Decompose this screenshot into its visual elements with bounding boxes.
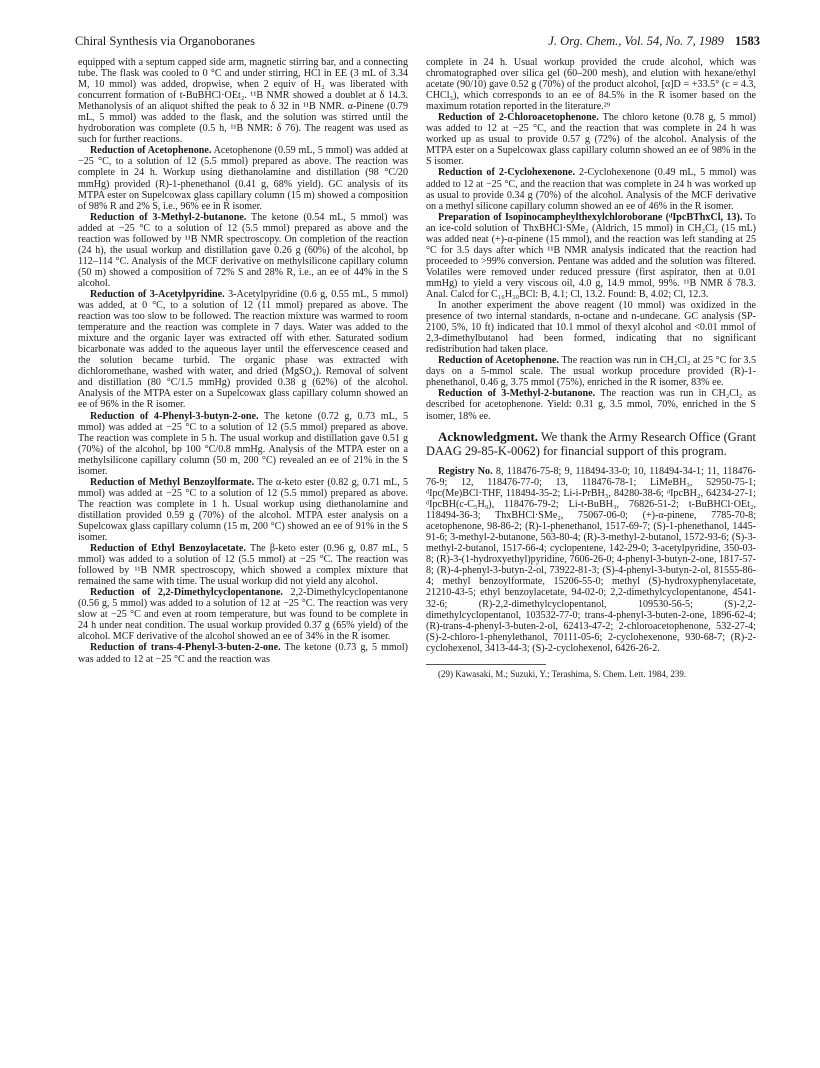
registry-numbers (426, 466, 756, 654)
left-column (78, 57, 408, 665)
section-heading: Reduction of 3-Methyl-2-butanone. (438, 388, 596, 400)
journal-citation: J. Org. Chem., Vol. 54, No. 7, 1989 (548, 34, 724, 48)
paragraph-body: The α-keto ester (0.82 g, 0.71 mL, 5 mmol) was added at −25 °C to a solution of 12 (5.5 mmol) prepared as above. The reaction was complete in 1 h. Usual workup using diethanolamine and distillation provided 0.59 g (70%) of the alcohol. MTPA ester analysis on a Supelcowax glass capillary column (15 m, 200 °C) showed an ee of 91% in the S isomer. (78, 476, 408, 544)
paragraph-body: The ketone (0.73 g, 5 mmol) was added to 12 at −25 °C and the reaction was (78, 642, 408, 665)
paragraph (78, 145, 408, 211)
footnote-divider (426, 664, 546, 665)
paragraph (78, 212, 408, 289)
paragraph (78, 411, 408, 477)
paragraph (78, 543, 408, 587)
registry-body: 8, 118476-75-8; 9, 118494-33-0; 10, 118494-34-1; 11, 118476-76-9; 12, 118476-77-0; 13, 118476-78-1; LiMeBH₃, 52950-75-1; ᵈIpc(Me)BCl·THF, 118494-35-2; Li-i-PrBH₃, 84280-38-6; ᵈIpcBH₂, 64234-27-1; ᵈIpcBH(c-C₅H₉), 118476-79-2; Li-t-BuBH₃, 76826-51-2; t-BuBHCl·OEt₂, 118494-36-3; ThxBHCl·SMe₂, 75067-06-0; (+)-α-pinene, 7785-70-8; acetophenone, 98-86-2; (R)-1-phenethanol, 1517-69-7; (S)-1-phenethanol, 1445-91-6; 3-methyl-2-butanone, 563-80-4; (R)-3-methyl-2-butanol, 1572-93-6; (S)-3-methyl-2-butanol, 1517-66-4; cyclopentene, 142-29-0; 3-acetylpyridine, 350-03-8; (R)-3-(1-hydroxyethyl)pyridine, 7606-26-0; 4-phenyl-3-butyn-2-one, 1817-57-8; (R)-4-phenyl-3-butyn-2-ol, 73922-81-3; (S)-4-phenyl-3-butyn-2-ol, 81555-86-4; methyl benzoylformate, 15206-55-0; methyl (S)-hydroxyphenylacetate, 21210-43-5; ethyl benzoylacetate, 94-02-0; 2,2-dimethylcyclopentanone, 4541-32-6; (R)-2,2-dimethylcyclopentanol, 109530-56-5; (S)-2,2-dimethylcyclopentanol, 103532-77-0; trans-4-phenyl-3-buten-2-one, 1896-62-4; (R)-trans-4-phenyl-3-buten-2-ol, 62413-47-2; 2-chloroacetophenone, 532-27-4; (S)-2-chloro-1-phenylethanol, 70111-05-6; 2-cyclohexenone, 930-68-7; (R)-2-cyclohexenol, 3413-44-3; (S)-2-cyclohexenol, 6426-26-2. (426, 465, 756, 654)
section-heading: Reduction of 2,2-Dimethylcyclopentanone. (90, 587, 283, 599)
reference-29: (29) Kawasaki, M.; Suzuki, Y.; Terashima, S. Chem. Lett. 1984, 239. (438, 668, 687, 679)
paragraph-body: The reaction was run in CH₂Cl₂ as described for acetophenone. Yield: 0.31 g, 3.5 mmol, 70%, enriched in the S isomer, 18% ee. (426, 388, 756, 422)
right-column (426, 57, 756, 680)
paragraph (426, 355, 756, 388)
paragraph-body: The reaction was run in CH₂Cl₂ at 25 °C for 3.5 days on a 5-mmol scale. The usual workup procedure provided (R)-1-phenethanol, 0.46 g, 3.75 mmol (75%), enriched in the R isomer, 83% ee. (426, 355, 756, 389)
section-heading: Reduction of trans-4-Phenyl-3-buten-2-one. (90, 642, 281, 654)
paragraph-body: The ketone (0.72 g, 0.73 mL, 5 mmol) was added at −25 °C to a solution of 12 (5.5 mmol) prepared as above. The reaction was complete in 5 h. The usual workup and distillation gave 0.51 g (70%) of the alcohol, bp 100 °C/0.8 mmHg. Analysis of the MTPA ester on a methylsilicone capillary column (50 m, 200 °C) revealed an ee of 21% in the S isomer. (78, 410, 409, 477)
section-heading: Reduction of 3-Acetylpyridine. (90, 288, 225, 300)
page-number: 1583 (735, 34, 760, 48)
paragraph: complete in 24 h. Usual workup provided the crude alcohol, which was chromatographed over silica gel (60–200 mesh), and elution with hexane/ethyl acetate (90/10) gave 0.52 g (70%) of the product alcohol, [α]D = +33.5° (c = 4.3, CHCl₃), which corresponds to an ee of 84.5% in the R isomer based on the maximum rotation reported in the literature.²⁹ (426, 57, 756, 113)
paragraph (78, 477, 408, 543)
section-heading: Reduction of 4-Phenyl-3-butyn-2-one. (90, 410, 259, 422)
paragraph-body: The chloro ketone (0.78 g, 5 mmol) was added to 12 at −25 °C, and the reaction that was complete in 24 h was worked up as usual to provide 0.57 g (72%) of the alcohol. Analysis of the MTPA ester on a Supelcowax glass capillary column showed an ee of 98% in the S isomer. (426, 112, 756, 168)
paragraph (426, 112, 756, 167)
running-head-journal (548, 34, 760, 49)
paragraph-body: The ketone (0.54 mL, 5 mmol) was added at −25 °C to a solution of 12 (5.5 mmol) prepared as above and the reaction was followed by ¹¹B NMR spectroscopy. On completion of the reaction (24 h), the usual workup and distillation gave 0.26 g (60%) of the alcohol, bp 112–114 °C. Analysis of the MCF derivative on methylsilicone capillary column (50 m) showed a composition of 72% S and 28% R, i.e., an ee of 44% in the S alcohol. (78, 211, 408, 289)
paragraph (426, 388, 756, 421)
section-heading: Reduction of Acetophenone. (438, 355, 560, 367)
paragraph: equipped with a septum capped side arm, magnetic stirring bar, and a connecting tube. The flask was cooled to 0 °C and under stirring, HCl in EE (3 mL of 3.34 M, 10 mmol) was added, dropwise, when 2 equiv of H₂ was liberated with concurrent formation of t-BuBHCl·OEt₂. ¹¹B NMR showed a doublet at δ 14.3. Methanolysis of an aliquot shifted the peak to δ 32 in ¹¹B NMR. α-Pinene (0.79 mL, 5 mmol) was added to the flask, and the solution was stirred until the hydroboration was complete (0.5 h, ¹¹B NMR: δ 76). The reagent was used as such for further reactions. (78, 57, 408, 146)
paragraph-body: 2-Cyclohexenone (0.49 mL, 5 mmol) was added to 12 at −25 °C, and the reaction that was complete in 24 h was worked up as usual to provide 0.34 g (70%) of the alcohol. Analysis of the MCF derivative on a methyl silicone capillary column showed an ee of 46% in the R isomer. (426, 167, 757, 212)
registry-heading: Registry No. (438, 465, 493, 477)
paragraph (78, 587, 408, 642)
section-heading: Reduction of 2-Chloroacetophenone. (438, 112, 599, 124)
paragraph (78, 289, 408, 411)
section-heading: Reduction of 3-Methyl-2-butanone. (90, 211, 247, 223)
paragraph (426, 167, 756, 211)
section-heading: Preparation of Isopinocampheylthexylchloroborane (ᵈIpcBThxCl, 13). (438, 211, 743, 223)
acknowledgment (426, 430, 756, 458)
paragraph-body: To an ice-cold solution of ThxBHCl·SMe₂ (Aldrich, 15 mmol) in CH₂Cl₂ (15 mL) was added neat (+)-α-pinene (15 mmol), and the reaction was left standing at 25 °C for 3.5 days after which ¹¹B NMR analysis indicated that the reaction had proceeded to >99% conversion. Pentane was added and the solution was filtered. Volatiles were removed under reduced pressure (first aspirator, then at 0.01 mmHg) to yield a very viscous oil, 4.0 g, 14.9 mmol, 99%. ¹¹B NMR δ 78.3. Anal. Calcd for C₁₆H₃₀BCl: B, 4.1; Cl, 13.2. Found: B, 4.02; Cl, 12.3. (426, 211, 756, 300)
acknowledgment-body: We thank the Army Research Office (Grant DAAG 29-85-K-0062) for financial support of this program. (426, 429, 756, 458)
paragraph: In another experiment the above reagent (10 mmol) was oxidized in the presence of two internal standards, n-octane and n-undecane. GC analysis (SP-2100, 5%, 10 ft) indicated that 10.1 mmol of thexyl alcohol and <0.01 mmol of 2,3-dimethylbutanol had been formed, indicating that no significant redistribution had taken place. (426, 300, 756, 356)
paragraph-body: The β-keto ester (0.96 g, 0.87 mL, 5 mmol) was added to a solution of 12 (5.5 mmol) at −25 °C. The reaction was followed by ¹¹B NMR spectroscopy, which showed a complex mixture that remained the same with time. The usual workup did not yield any alcohol. (78, 543, 408, 588)
paragraph-body: Acetophenone (0.59 mL, 5 mmol) was added at −25 °C, to a solution of 12 (5.5 mmol) prepared as above. The reaction was complete in 24 h. Workup using diethanolamine and distillation (98 °C/20 mmHg) provided (R)-1-phenethanol (0.41 g, 68% yield). GC analysis of its MTPA ester on Supelcowax glass capillary column (15 m) showed a composition of 98% R and 2% S, i.e., 96% ee in R isomer. (78, 145, 408, 212)
paragraph (78, 642, 408, 664)
paragraph (426, 212, 756, 300)
section-heading: Reduction of Ethyl Benzoylacetate. (90, 543, 246, 555)
paragraph-body: 2,2-Dimethylcyclopentanone (0.56 g, 5 mmol) was added to a solution of 12 at −25 °C. The reaction was very slow at −25 °C and even at room temperature, but was found to be complete in 24 h under neat condition. The usual workup provided 0.37 g (65% yield) of the alcohol. MCF derivative of the alcohol showed an ee of 34% in the R isomer. (78, 587, 408, 643)
section-heading: Reduction of Methyl Benzoylformate. (90, 476, 255, 488)
running-head-title: Chiral Synthesis via Organoboranes (75, 34, 255, 48)
paragraph-body: 3-Acetylpyridine (0.6 g, 0.55 mL, 5 mmol) was added, at 0 °C, to a solution of 12 (11 mmol) prepared as above. The reaction was too slow to be followed. The reaction mixture was warmed to room temperature and the reaction was complete in 7 days. Water was added to the mixture and the organic layer was extracted off with ether. Saturated sodium bicarbonate was added to the aqueous layer until the effervescence ceased and the solution became turbid. The organic phase was extracted with dichloromethane, washed with water, and dried (MgSO₄). Removal of solvent and distillation (80 °C/1.5 mmHg) provided 0.38 g (62%) of the alcohol. Analysis of the MTPA ester on a Supelcowax glass capillary column showed an ee of 96% in the R isomer. (78, 288, 408, 411)
section-heading: Reduction of 2-Cyclohexenone. (438, 167, 575, 179)
section-heading: Reduction of Acetophenone. (90, 145, 212, 157)
acknowledgment-heading: Acknowledgment. (438, 428, 539, 444)
